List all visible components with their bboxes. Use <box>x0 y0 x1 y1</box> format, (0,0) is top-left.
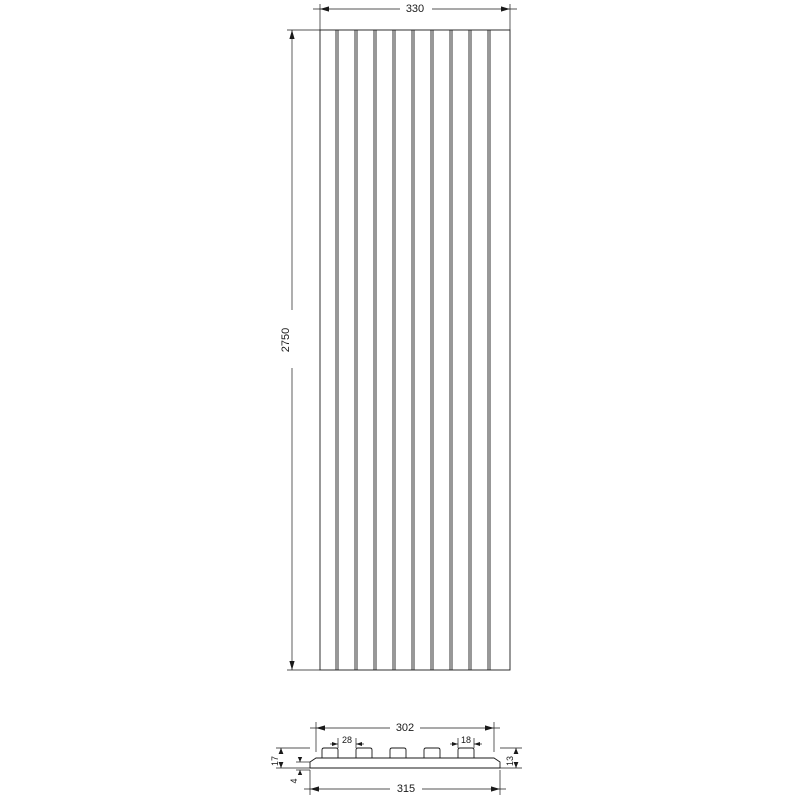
section-slat-height-label: 17 <box>270 755 280 767</box>
section-total-thickness-label: 13 <box>505 755 515 767</box>
section-base-thickness-dimension-4 <box>289 757 310 784</box>
height-dimension-label: 2750 <box>280 327 292 353</box>
section-gap-width-label: 18 <box>460 735 472 745</box>
section-base-plate <box>310 758 500 768</box>
width-dimension-label: 330 <box>405 3 425 15</box>
section-inner-width-dimension-302 <box>310 722 500 752</box>
section-base-thickness-label: 4 <box>289 778 299 784</box>
section-inner-width-label: 302 <box>395 722 415 734</box>
section-slat-width-dimension-28 <box>330 735 364 748</box>
panel-outline <box>320 30 510 670</box>
section-slat-height-dimension-17 <box>270 748 310 768</box>
section-slats <box>322 748 474 758</box>
height-dimension-2750 <box>280 30 320 670</box>
section-gap-width-dimension-18 <box>450 735 482 748</box>
front-elevation-view <box>280 3 517 670</box>
section-total-thickness-dimension-13 <box>500 748 522 768</box>
section-slat-width-label: 28 <box>341 735 353 745</box>
cross-section-view <box>270 722 522 795</box>
section-overall-width-label: 315 <box>396 783 416 795</box>
section-overall-width-dimension-315 <box>304 770 506 795</box>
width-dimension-330 <box>313 3 517 30</box>
